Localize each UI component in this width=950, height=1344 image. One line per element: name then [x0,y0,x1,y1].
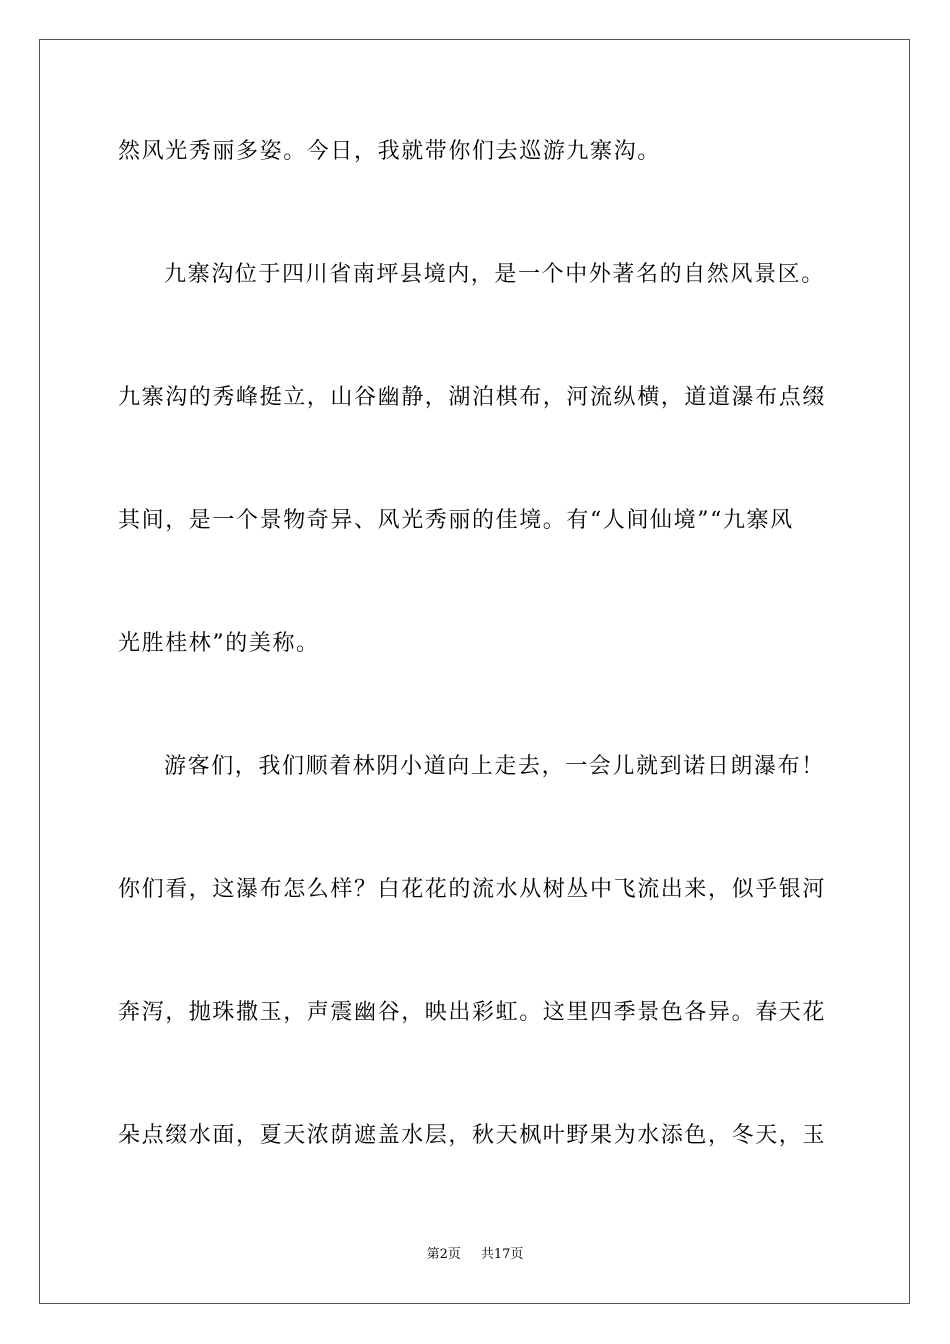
text-line-8: 奔泻，抛珠撒玉，声震幽谷，映出彩虹。这里四季景色各异。春天花 [118,1000,827,1025]
page-footer [0,1246,950,1264]
page-border [39,39,910,1304]
text-line-5: 光胜桂林”的美称。 [118,631,320,656]
page-number: 第2页 [426,1247,461,1262]
text-line-3: 九寨沟的秀峰挺立，山谷幽静，湖泊棋布，河流纵横，道道瀑布点缀 [118,385,827,410]
text-line-4: 其间，是一个景物奇异、风光秀丽的佳境。有“人间仙境”“九寨风 [118,508,794,533]
text-line-7: 你们看，这瀑布怎么样？白花花的流水从树丛中飞流出来，似乎银河 [118,877,827,902]
text-line-2: 九寨沟位于四川省南坪县境内，是一个中外著名的自然风景区。 [164,262,825,287]
page-total: 共17页 [480,1247,524,1262]
text-line-1: 然风光秀丽多姿。今日，我就带你们去巡游九寨沟。 [118,139,661,164]
text-line-9: 朵点缀水面，夏天浓荫遮盖水层，秋天枫叶野果为水添色，冬天，玉 [118,1123,827,1148]
text-line-6: 游客们，我们顺着林阴小道向上走去，一会儿就到诺日朗瀑布！ [164,754,825,779]
